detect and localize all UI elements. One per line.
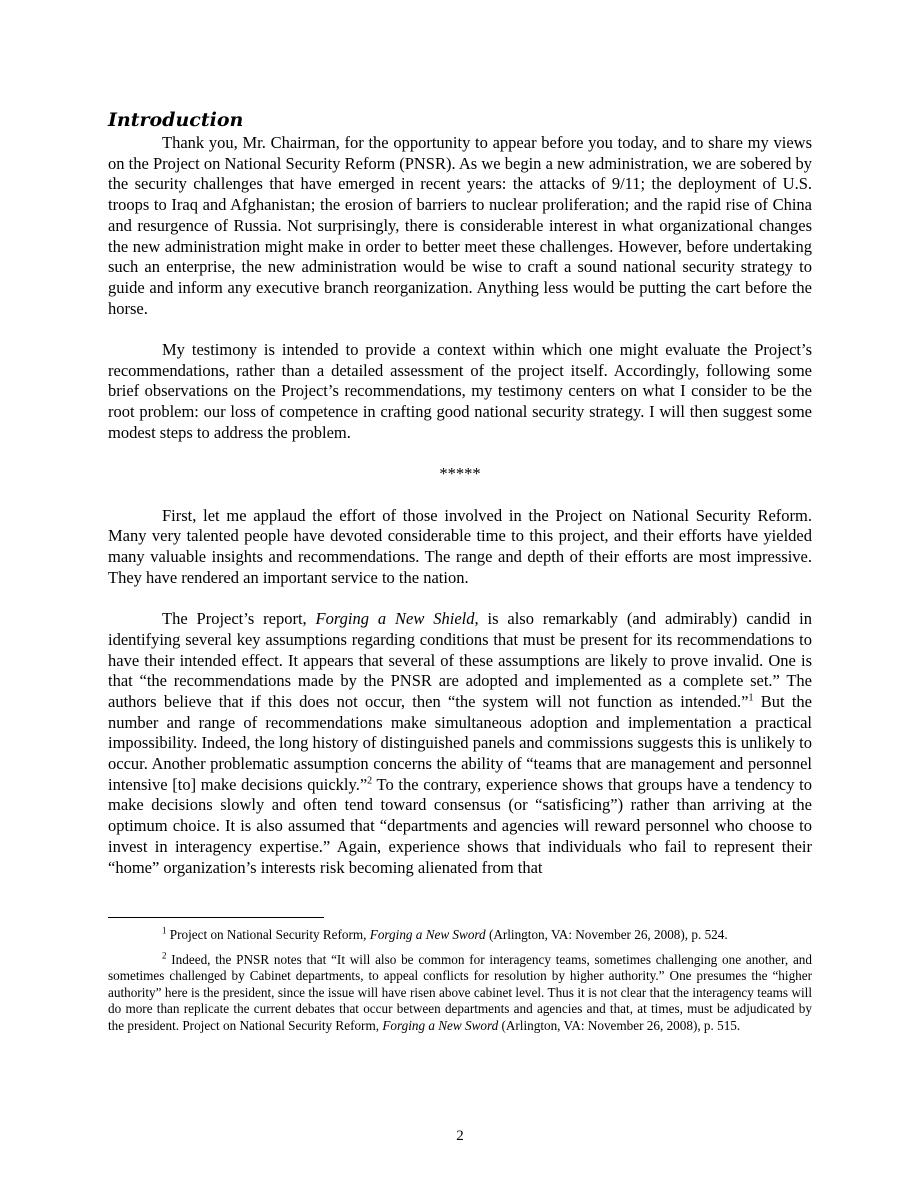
footnotes bbox=[108, 927, 812, 1042]
footnote-2-title: Forging a New Sword bbox=[382, 1017, 499, 1033]
footnote-divider bbox=[108, 917, 324, 918]
report-title: Forging a New Shield bbox=[315, 609, 475, 629]
footnote-1-title: Forging a New Sword bbox=[369, 927, 486, 942]
footnote-ref-1[interactable]: 1 bbox=[748, 692, 754, 704]
paragraph-4-text-b: , is also remarkably (and admirably) candid in identifying several key assumptions regarding conditions that must be present for its recommendations to have their intended effect. It appears that several of these assumptions are likely to prove invalid. One is that “the recommendations made by the PNSR are adopted and implemented as a complete set.” The authors believe that if this does not occur, then “the system will not function as intended.” bbox=[108, 609, 812, 711]
paragraph-4-text-a: The Project’s report, bbox=[162, 609, 316, 629]
footnote-1-text-a: Project on National Security Reform, bbox=[166, 927, 370, 942]
footnote-1-number: 1 bbox=[162, 925, 167, 936]
page-body bbox=[108, 108, 812, 878]
paragraph-3: First, let me applaud the effort of those involved in the Project on National Security Reform. Many very talented people have devoted considerable time to this project, and their efforts have yielded many valuable insights and recommendations. The range and depth of their efforts are most impressive. They have rendered an important service to the nation. bbox=[108, 505, 812, 587]
section-heading: Introduction bbox=[108, 109, 244, 131]
footnote-ref-2[interactable]: 2 bbox=[367, 775, 373, 787]
footnote-2-number: 2 bbox=[162, 950, 167, 961]
section-separator: ***** bbox=[439, 464, 481, 484]
paragraph-4-text-c: But the number and range of recommendations make simultaneous adoption and implementation a practical impossibility. Indeed, the long history of distinguished panels and commissions suggests this is unlikely to occur. Another problematic assumption concerns the ability of “teams that are management and personnel intensive [to] make decisions quickly.” bbox=[108, 691, 813, 794]
footnote-1-text-b: (Arlington, VA: November 26, 2008), p. 524. bbox=[485, 927, 728, 942]
footnote-1 bbox=[108, 927, 812, 944]
paragraph-1: Thank you, Mr. Chairman, for the opportunity to appear before you today, and to share my views on the Project on National Security Reform (PNSR). As we begin a new administration, we are sobered by the security challenges that have emerged in recent years: the attacks of 9/11; the deployment of U.S. troops to Iraq and Afghanistan; the erosion of barriers to nuclear proliferation; and the rapid rise of China and resurgence of Russia. Not surprisingly, there is considerable interest in what organizational changes the new administration might make in order to better meet these challenges. However, before undertaking such an enterprise, the new administration would be wise to craft a sound national security strategy to guide and inform any executive branch reorganization. Anything less would be putting the cart before the horse. bbox=[108, 133, 812, 318]
footnote-2-text-b: (Arlington, VA: November 26, 2008), p. 515. bbox=[498, 1017, 741, 1033]
footnote-2-text-a: Indeed, the PNSR notes that “It will also be common for interagency teams, sometimes challenging one another, and sometimes challenged by Cabinet departments, to appeal conflicts for resolution by higher authority.” One presumes the “higher authority” here is the president, since the issue will have risen above cabinet level. Thus it is not clear that the interagency teams will do more than replicate the current debates that occur between departments and agencies and that, at times, must be adjudicated by the president. Project on National Security Reform, bbox=[108, 951, 812, 1033]
footnote-2 bbox=[108, 952, 812, 1035]
page-number: 2 bbox=[456, 1128, 464, 1144]
paragraph-4 bbox=[108, 609, 812, 878]
paragraph-2: My testimony is intended to provide a context within which one might evaluate the Project’s recommendations, rather than a detailed assessment of the project itself. Accordingly, following some brief observations on the Project’s recommendations, my testimony centers on what I consider to be the root problem: our loss of competence in crafting good national security strategy. I will then suggest some modest steps to address the problem. bbox=[108, 340, 812, 442]
paragraph-4-text-d: To the contrary, experience shows that groups have a tendency to make decisions slowly and often tend toward consensus (or “satisficing”) rather than arriving at the optimum choice. It is also assumed that “departments and agencies will reward personnel who choose to invest in interagency expertise.” Again, experience shows that individuals who fail to represent their “home” organization’s interests risk becoming alienated from that bbox=[108, 774, 812, 877]
